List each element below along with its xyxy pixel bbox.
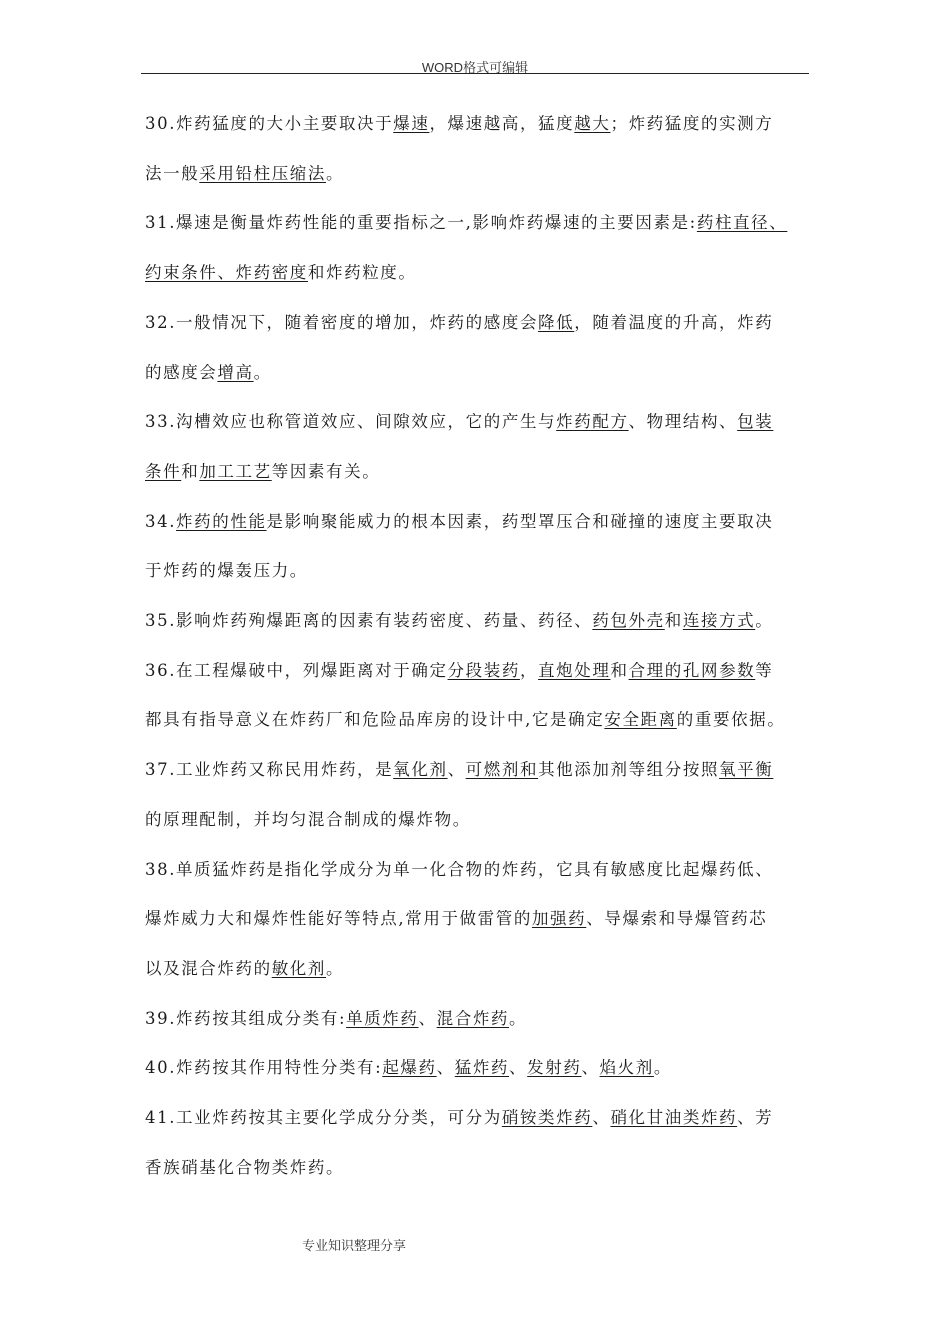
text-run: 。: [653, 1058, 672, 1077]
text-run: 于炸药的爆轰压力。: [145, 561, 308, 580]
header-rule: [141, 73, 809, 74]
answer-blank: 硝化甘油类炸药: [610, 1108, 738, 1127]
text-run: 、: [418, 1009, 437, 1028]
answer-blank: 起爆药: [382, 1058, 437, 1077]
text-run: 、: [436, 1058, 455, 1077]
answer-blank: 氧化剂: [393, 760, 448, 779]
text-run: 等因素有关。: [271, 462, 381, 481]
answer-blank: 连接方式: [682, 611, 756, 630]
text-run: 其他添加剂等组分按照: [538, 760, 720, 779]
text-line: [145, 263, 417, 283]
text-run: 40.炸药按其作用特性分类有:: [145, 1058, 383, 1077]
text-run: 、导爆索和导爆管药芯: [586, 909, 768, 928]
text-run: 的重要依据。: [676, 710, 786, 729]
answer-blank: 包装: [737, 412, 774, 431]
answer-blank: 增高: [217, 363, 254, 382]
answer-blank: 采用铅柱压缩法: [199, 164, 327, 183]
text-line: [145, 1058, 672, 1078]
answer-blank: 猛炸药: [454, 1058, 510, 1077]
text-run: 爆炸威力大和爆炸性能好等特点,常用于做雷管的: [145, 909, 532, 928]
text-run: ；炸药猛度的实测方: [610, 114, 774, 133]
text-line: [145, 909, 767, 929]
text-run: 35.影响炸药殉爆距离的因素有装药密度、药量、药径、: [145, 611, 593, 630]
text-line: [145, 1009, 527, 1029]
text-run: 的原理配制，并均匀混合制成的爆炸物。: [145, 810, 471, 829]
answer-blank: 炸药的性能: [176, 512, 267, 531]
text-run: 和炸药粒度。: [307, 263, 417, 282]
text-run: 、: [592, 1108, 611, 1127]
answer-blank: 药柱直径、: [696, 213, 788, 232]
answer-blank: 合理的孔网参数: [628, 661, 756, 680]
answer-blank: 条件: [145, 462, 182, 481]
text-run: 、物理结构、: [628, 412, 738, 431]
text-run: 和: [181, 462, 200, 481]
answer-blank: 分段装药: [447, 661, 520, 680]
answer-blank: 爆速: [393, 114, 430, 133]
text-run: 都具有指导意义在炸药厂和危险品库房的设计中,它是确定: [145, 710, 605, 729]
text-line: [145, 164, 344, 184]
text-run: 33.沟槽效应也称管道效应、间隙效应，它的产生与: [145, 412, 557, 431]
answer-blank: 发射药: [527, 1058, 582, 1077]
text-run: 、: [581, 1058, 600, 1077]
text-run: 36.在工程爆破中，列爆距离对于确定: [145, 661, 448, 680]
answer-blank: 炸药配方: [556, 412, 629, 431]
answer-blank: 硝铵类炸药: [501, 1108, 593, 1127]
text-line: [145, 760, 773, 780]
text-run: 。: [253, 363, 272, 382]
text-line: [145, 512, 773, 532]
text-line: [145, 810, 471, 830]
text-run: 38.单质猛炸药是指化学成分为单一化合物的炸药，它具有敏感度比起爆药低、: [145, 860, 774, 879]
page-footer: 专业知识整理分享: [302, 1238, 407, 1253]
answer-blank: 焰火剂: [599, 1058, 654, 1077]
text-run: 法一般: [145, 164, 200, 183]
text-run: 37.工业炸药又称民用炸药，是: [145, 760, 394, 779]
text-run: 、: [509, 1058, 528, 1077]
text-run: 41.工业炸药按其主要化学成分分类，可分为: [145, 1108, 502, 1127]
text-run: 是影响聚能威力的根本因素，药型罩压合和碰撞的速度主要取决: [266, 512, 774, 531]
text-run: 等: [755, 661, 774, 680]
text-run: ，爆速越高，猛度: [429, 114, 575, 133]
text-run: 32.一般情况下，随着密度的增加，炸药的感度会: [145, 313, 539, 332]
answer-blank: 直炮处理: [538, 661, 611, 680]
text-line: [145, 611, 773, 631]
text-run: 香族硝基化合物类炸药。: [145, 1158, 345, 1177]
text-run: 31.爆速是衡量炸药性能的重要指标之一,影响炸药爆速的主要因素是:: [145, 213, 697, 232]
answer-blank: 敏化剂: [271, 959, 327, 978]
text-line: [145, 462, 380, 482]
text-line: [145, 1108, 773, 1128]
text-run: 。: [755, 611, 774, 630]
text-line: [145, 363, 272, 383]
answer-blank: 降低: [538, 313, 575, 332]
text-run: 。: [326, 164, 345, 183]
text-run: 。: [509, 1009, 528, 1028]
text-run: 39.炸药按其组成分类有:: [145, 1009, 347, 1028]
text-line: [145, 412, 773, 432]
text-run: 、芳: [737, 1108, 774, 1127]
text-run: 、: [447, 760, 466, 779]
answer-blank: 药包外壳: [592, 611, 665, 630]
answer-blank: 可燃剂和: [465, 760, 539, 779]
text-line: [145, 313, 773, 333]
text-run: 。: [326, 959, 345, 978]
text-run: 34.: [145, 512, 177, 531]
text-line: [145, 213, 787, 233]
text-line: [145, 561, 308, 581]
text-line: [145, 1158, 344, 1178]
answer-blank: 加工工艺: [199, 462, 272, 481]
answer-blank: 越大: [574, 114, 611, 133]
text-line: [145, 710, 785, 730]
answer-blank: 约束条件、炸药密度: [145, 263, 308, 282]
text-run: 和: [610, 661, 629, 680]
text-run: 的感度会: [145, 363, 218, 382]
text-line: [145, 661, 773, 681]
text-run: 和: [664, 611, 683, 630]
answer-blank: 单质炸药: [346, 1009, 419, 1028]
answer-blank: 加强药: [531, 909, 587, 928]
text-run: ，随着温度的升高，炸药: [574, 313, 774, 332]
answer-blank: 氧平衡: [719, 760, 774, 779]
text-run: ，: [519, 661, 539, 680]
text-line: [145, 860, 773, 880]
answer-blank: 安全距离: [604, 710, 677, 729]
text-run: 30.炸药猛度的大小主要取决于: [145, 114, 394, 133]
text-line: [145, 959, 344, 979]
answer-blank: 混合炸药: [436, 1009, 510, 1028]
text-run: 以及混合炸药的: [145, 959, 272, 978]
page-header: WORD格式可编辑: [421, 60, 529, 75]
text-line: [145, 114, 773, 134]
